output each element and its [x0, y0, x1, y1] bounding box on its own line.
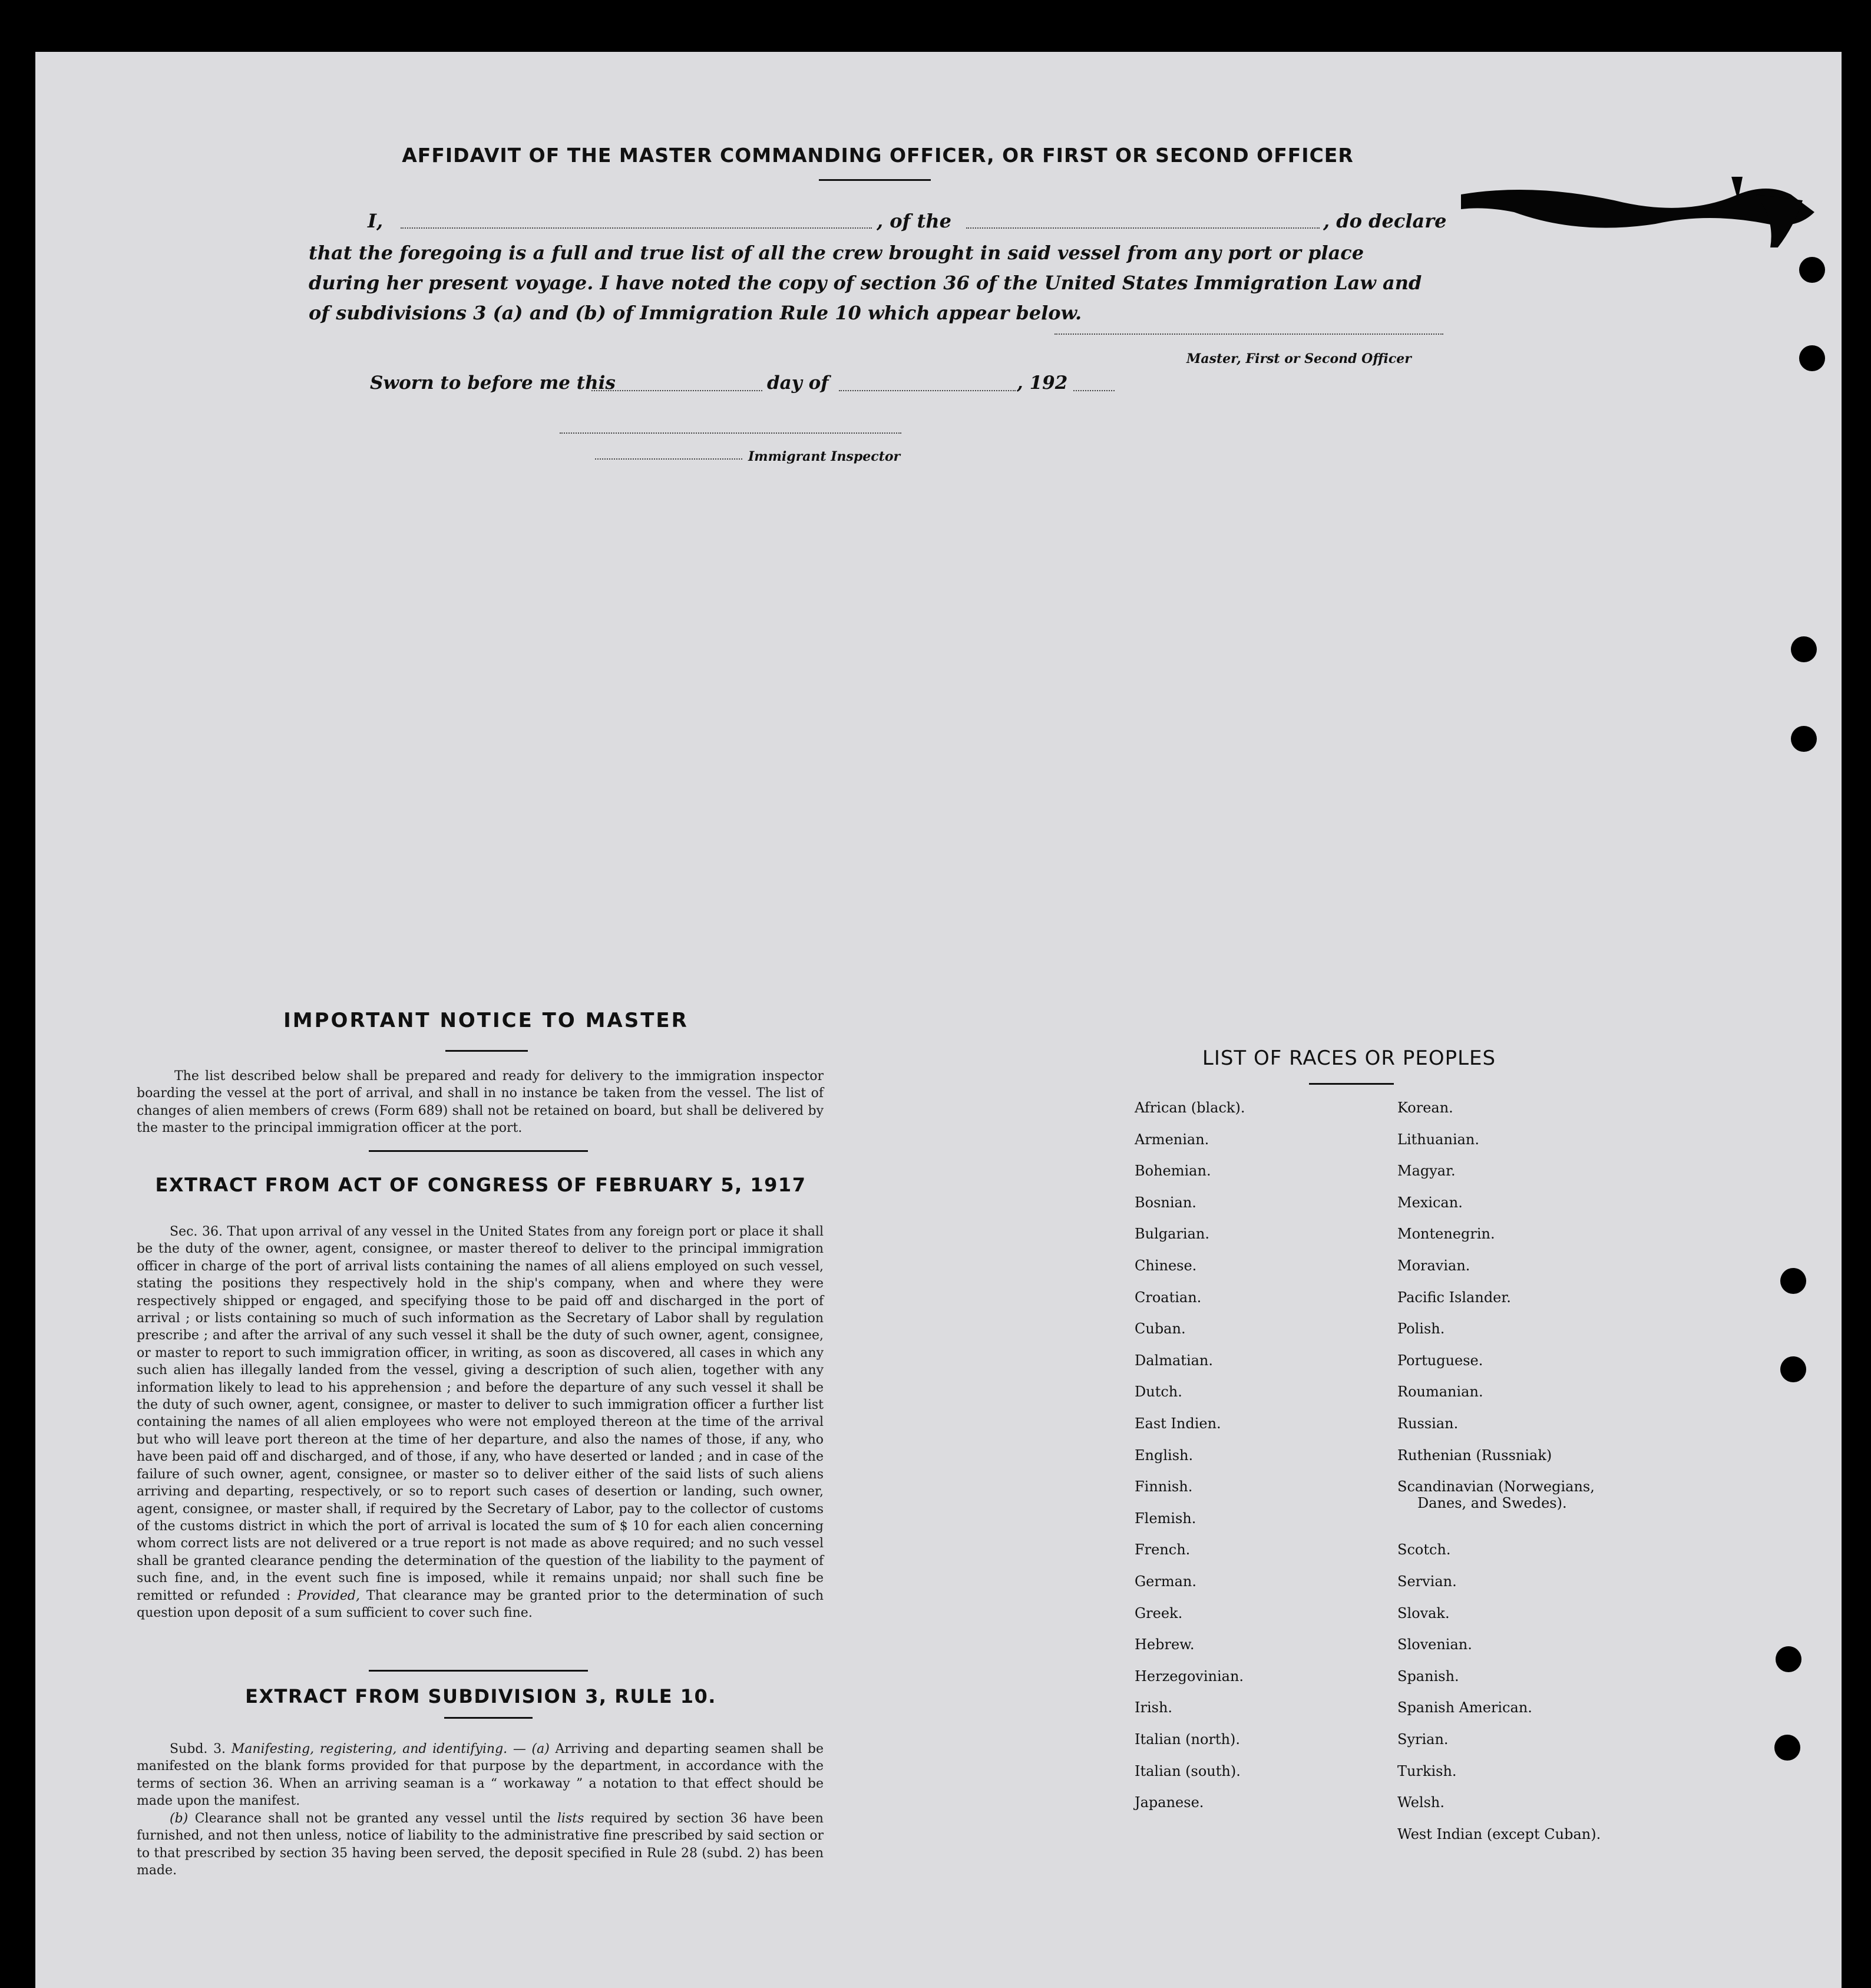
subd-b-lists-word: lists: [557, 1811, 584, 1826]
race-item: Croatian.: [1135, 1289, 1202, 1306]
punch-hole: [1780, 1268, 1806, 1294]
race-item: Bulgarian.: [1135, 1226, 1209, 1243]
rule-subd-a: [137, 1741, 824, 1810]
race-item: Cuban.: [1135, 1320, 1186, 1338]
act-extract-body-after: That clearance may be granted prior to the determination of such question upon deposit of a sum sufficient to cover such fine.: [137, 1588, 824, 1620]
race-item: Chinese.: [1135, 1257, 1197, 1274]
punch-hole: [1791, 726, 1817, 752]
race-item: Montenegrin.: [1397, 1226, 1495, 1243]
race-item: Dutch.: [1135, 1383, 1182, 1401]
race-item: Irish.: [1135, 1699, 1173, 1716]
race-item: Spanish American.: [1397, 1699, 1532, 1716]
race-item: Scandinavian (Norwegians,: [1397, 1478, 1595, 1495]
punch-hole: [1799, 257, 1825, 283]
race-item: Slovenian.: [1397, 1636, 1472, 1653]
master-signature-blank: [1054, 333, 1443, 335]
race-item: Herzegovinian.: [1135, 1667, 1244, 1685]
act-extract-body: Sec. 36. That upon arrival of any vessel in the United States from any foreign port or place it shall be the duty of the owner, agent, consignee, or master thereof to deliver to the principal immigration officer in charge of the port of arrival lists containing the names of all aliens employed on such vessel, stating the positions they respectively hold in the ship's company, when and where they were respectively shipped or engaged, and specifying those to be paid off and discharged in the port of arrival ; or lists containing so much of such information as the Secretary of Labor shall by regulation prescribe ; and after the arrival of any such vessel it shall be the duty of such owner, agent, consignee, or master to report to such immigration officer, in writing, as soon as discovered, all cases in which any such alien has illegally landed from the vessel, giving a description of such alien, together with any information likely to lead to his apprehension ; and before the departure of any such vessel it shall be the duty of such owner, agent, consignee, or master to deliver to such immigration officer a further list containing the names of all alien employees who were not employed thereon at the time of the arrival but who will leave port thereon at the time of her departure, and also the names of those, if any, who have been paid off and discharged, and of those, if any, who have deserted or landed ; and in case of the failure of such owner, agent, consignee, or master so to deliver either of the said lists of such aliens arriving and departing, respectively, or so to report such cases of desertion or landing, such owner, agent, consignee, or master shall, if required by the Secretary of Labor, pay to the collector of customs of the customs district in which the port of arrival is located the sum of $ 10 for each alien concerning whom correct lists are not delivered or a true report is not made as above required; and no such vessel shall be granted clearance pending the determination of the question of the liability to the payment of such fine, and, in the event such fine is imposed, while it remains unpaid; nor shall such fine be remitted or refunded :: [137, 1224, 824, 1603]
affidavit-title: AFFIDAVIT OF THE MASTER COMMANDING OFFICER, OR FIRST OR SECOND OFFICER: [402, 144, 1354, 167]
race-item: English.: [1135, 1447, 1194, 1464]
race-item: West Indian (except Cuban).: [1397, 1825, 1601, 1842]
race-item: Portuguese.: [1397, 1352, 1483, 1369]
rule-extract-title: EXTRACT FROM SUBDIVISION 3, RULE 10.: [245, 1685, 716, 1708]
races-underline: [1309, 1083, 1394, 1085]
race-item: African (black).: [1135, 1099, 1245, 1116]
race-item: Dalmatian.: [1135, 1352, 1214, 1369]
race-item: Ruthenian (Russniak): [1397, 1447, 1552, 1464]
race-item: Magyar.: [1397, 1163, 1456, 1180]
notice-text: The list described below shall be prepared and ready for delivery to the immigration inspector boarding the vessel at the port of arrival, and shall in no instance be taken from the vessel. The list of changes of alien members of crews (Form 689) shall not be retained on board, but shall be delivered by the master to the principal immigration officer at the port.: [137, 1069, 824, 1136]
punch-hole: [1774, 1735, 1800, 1761]
of-the-label: , of the: [877, 210, 951, 232]
race-item: Bosnian.: [1135, 1194, 1196, 1211]
race-item: Mexican.: [1397, 1194, 1463, 1211]
subd-prefix: Subd. 3.: [170, 1742, 226, 1756]
race-item: Greek.: [1135, 1604, 1183, 1622]
race-item: Spanish.: [1397, 1667, 1459, 1685]
race-item: Armenian.: [1135, 1131, 1209, 1148]
race-item: German.: [1135, 1573, 1196, 1590]
race-item: Scotch.: [1397, 1541, 1451, 1558]
race-item: Slovak.: [1397, 1604, 1450, 1622]
subd-b-text-2: required by section 36 have been furnished, and not then unless, notice of liability to the administrative fine prescribed by said section or to that prescribed by section 35 having been served, the deposit specified in Rule 28 (subd. 2) has been made.: [137, 1811, 824, 1878]
rule-underline: [444, 1717, 533, 1719]
punch-hole: [1791, 636, 1817, 662]
do-declare-label: , do declare: [1323, 210, 1447, 232]
race-item: Danes, and Swedes).: [1417, 1495, 1567, 1512]
ribbon-seal-icon: [1461, 177, 1826, 247]
inspector-signature-blank-2: [595, 458, 742, 460]
sworn-day-blank: [591, 390, 762, 391]
declaration-text: that the foregoing is a full and true list of all the crew brought in said vessel from any port or place during her present voyage. I have noted the copy of section 36 of the United States Immigration Law and of subdivisions 3 (a) and (b) of Immigration Rule 10 which appear below.: [309, 242, 1422, 324]
race-item: Hebrew.: [1135, 1636, 1195, 1653]
race-item: Flemish.: [1135, 1510, 1196, 1527]
punch-hole: [1799, 345, 1825, 371]
race-item: Russian.: [1397, 1415, 1459, 1432]
notice-divider: [369, 1150, 588, 1152]
vessel-blank: [966, 227, 1320, 229]
race-item: Lithuanian.: [1397, 1131, 1480, 1148]
race-item: Moravian.: [1397, 1257, 1470, 1274]
sworn-label: Sworn to before me this: [370, 372, 616, 394]
sworn-year-blank: [1073, 390, 1115, 391]
act-divider: [369, 1670, 588, 1672]
race-item: East Indien.: [1135, 1415, 1221, 1432]
race-item: Polish.: [1397, 1320, 1445, 1338]
race-item: Servian.: [1397, 1573, 1457, 1590]
race-item: Japanese.: [1135, 1794, 1204, 1811]
race-item: Italian (north).: [1135, 1731, 1241, 1748]
day-of-label: day of: [767, 372, 829, 394]
title-underline: [819, 179, 931, 181]
notice-title: IMPORTANT NOTICE TO MASTER: [283, 1009, 689, 1032]
master-signature-label: Master, First or Second Officer: [1186, 351, 1411, 366]
inspector-label: Immigrant Inspector: [748, 449, 901, 464]
race-item: Roumanian.: [1397, 1383, 1483, 1401]
subd-b-text-1: Clearance shall not be granted any vessel until the: [194, 1811, 551, 1826]
race-item: Korean.: [1397, 1099, 1453, 1116]
race-item: Welsh.: [1397, 1794, 1444, 1811]
race-item: Bohemian.: [1135, 1163, 1211, 1180]
act-extract-title: EXTRACT FROM ACT OF CONGRESS OF FEBRUARY 5, 1917: [155, 1174, 806, 1196]
subd-a-text: Arriving and departing seamen shall be manifested on the blank forms provided for that purpose by the department, in accordance with the terms of section 36. When an arriving seaman is a “ workaway ” a notation to that effect should be made upon the manifest.: [137, 1742, 824, 1809]
inspector-signature-blank: [560, 432, 901, 434]
races-title: LIST OF RACES OR PEOPLES: [1202, 1046, 1496, 1070]
subd-heading: Manifesting, registering, and identifying. —: [231, 1742, 526, 1756]
subd-a-label: (a): [531, 1742, 550, 1756]
sworn-month-blank: [839, 390, 1016, 391]
race-item: French.: [1135, 1541, 1191, 1558]
punch-hole: [1780, 1356, 1806, 1382]
race-item: Pacific Islander.: [1397, 1289, 1511, 1306]
year-prefix: , 192: [1017, 372, 1068, 394]
notice-underline: [445, 1050, 528, 1052]
race-item: Italian (south).: [1135, 1762, 1241, 1779]
subd-b-label: (b): [170, 1811, 189, 1826]
act-extract-text: [137, 1223, 824, 1622]
punch-hole: [1776, 1646, 1801, 1672]
name-blank: [401, 227, 872, 229]
race-item: Turkish.: [1397, 1762, 1457, 1779]
race-item: Syrian.: [1397, 1731, 1449, 1748]
rule-subd-b: [137, 1810, 824, 1880]
i-label: I,: [368, 210, 384, 232]
provided-word: Provided,: [297, 1588, 360, 1603]
race-item: Finnish.: [1135, 1478, 1193, 1495]
